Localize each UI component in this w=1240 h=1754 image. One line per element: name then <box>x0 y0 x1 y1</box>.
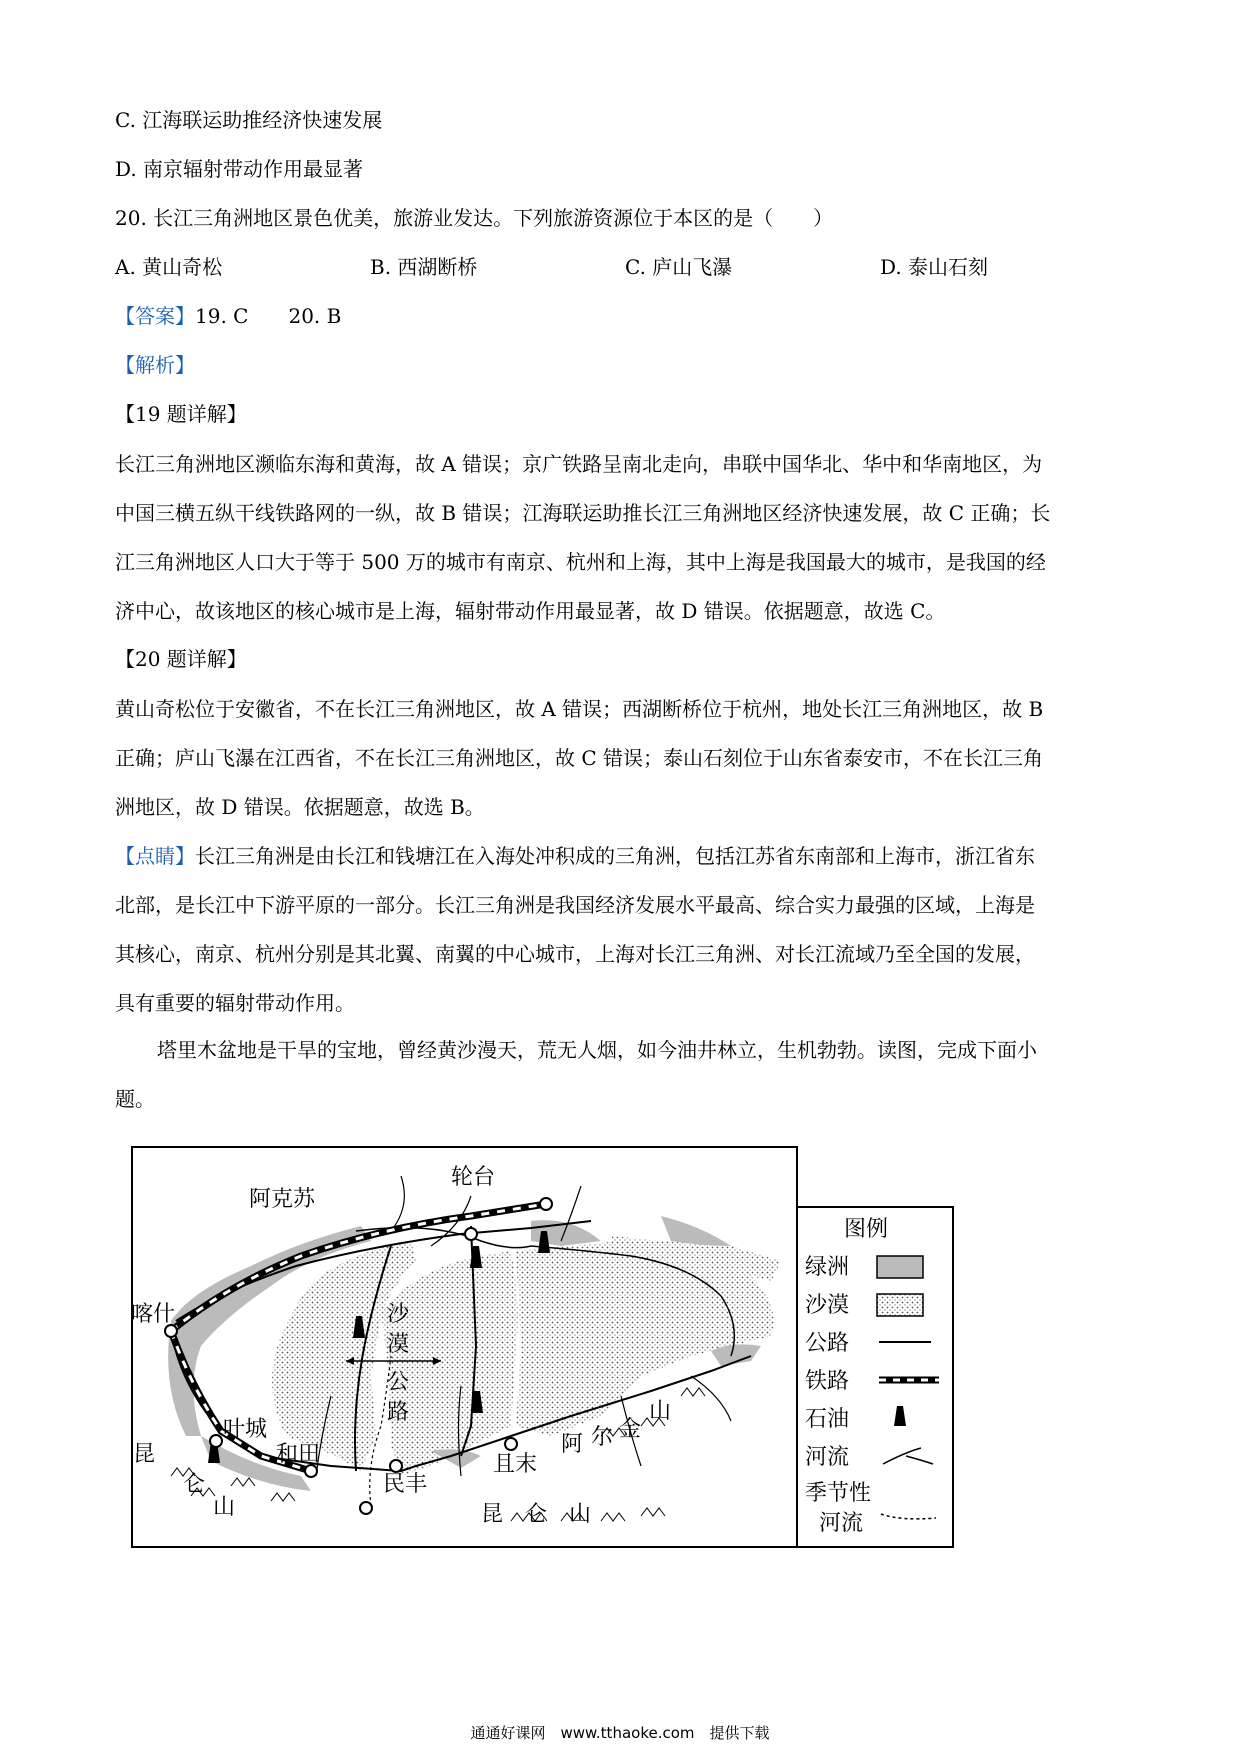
page-footer: 通通好课网 www.tthaoke.com 提供下载 <box>470 1724 770 1742</box>
tarim-basin-map <box>131 1146 961 1556</box>
legend-river: 河流 <box>805 1445 850 1470</box>
legend-title: 图例 <box>844 1217 889 1242</box>
legend-oil: 石油 <box>805 1407 850 1432</box>
answer-line <box>115 304 341 328</box>
q20-options <box>115 255 1135 279</box>
detail20-line: 洲地区，故 D 错误。依据题意，故选 B。 <box>115 795 485 819</box>
detail20-body <box>115 685 1135 832</box>
detail19-body <box>115 440 1135 636</box>
intro-line1: 塔里木盆地是干旱的宝地，曾经黄沙漫天，荒无人烟，如今油井林立，生机勃勃。读图，完成下面小 <box>157 1038 1037 1062</box>
city-minfeng: 民丰 <box>383 1472 428 1497</box>
intro-line2: 题。 <box>115 1087 155 1111</box>
city-yecheng: 叶城 <box>223 1417 268 1442</box>
detail19-line: 中国三横五纵干线铁路网的一纵，故 B 错误；江海联运助推长江三角洲地区经济快速发展，故 C 正确；长 <box>115 501 1051 525</box>
legend-railway: 铁路 <box>805 1369 850 1394</box>
detail20-title: 【20 题详解】 <box>115 647 247 671</box>
kunlun-left-char: 山 <box>213 1495 236 1520</box>
q20-stem: 20. 长江三角洲地区景色优美，旅游业发达。下列旅游资源位于本区的是（ ） <box>115 206 834 230</box>
road-label-char: 沙 <box>387 1302 410 1327</box>
q20-option-d: D. 泰山石刻 <box>880 255 989 279</box>
q20-option-b: B. 西湖断桥 <box>370 255 478 279</box>
answer-label: 【答案】 <box>115 304 195 328</box>
tip-line: 具有重要的辐射带动作用。 <box>115 991 355 1015</box>
answer-value: 19. C 20. B <box>195 304 342 328</box>
kunlun-bottom: 昆 仑 山 <box>481 1502 592 1527</box>
tip-line: 其核心，南京、杭州分别是其北翼、南翼的中心城市，上海对长江三角洲、对长江流域乃至全国的发展， <box>115 942 1035 966</box>
detail19-line: 济中心，故该地区的核心城市是上海，辐射带动作用最显著，故 D 错误。依据题意，故选 C。 <box>115 599 946 623</box>
q20-option-a: A. 黄山奇松 <box>115 255 223 279</box>
city-luntai: 轮台 <box>451 1165 496 1190</box>
legend-oasis: 绿洲 <box>805 1255 850 1280</box>
city-qiemo: 且末 <box>493 1452 538 1477</box>
altun-char: 山 <box>649 1399 672 1424</box>
tip-first-line: 【点睛】长江三角洲是由长江和钱塘江在入海处冲积成的三角洲，包括江苏省东南部和上海市，浙江省东 <box>115 844 1035 868</box>
map-legend <box>797 1207 953 1547</box>
altun-char: 尔 <box>591 1425 614 1450</box>
tip-body <box>115 832 1135 1028</box>
detail19-line: 长江三角洲地区濒临东海和黄海，故 A 错误；京广铁路呈南北走向，串联中国华北、华中和华南地区，为 <box>115 452 1043 476</box>
detail20-line: 正确；庐山飞瀑在江西省，不在长江三角洲地区，故 C 错误；泰山石刻位于山东省泰安市，不在长江三角 <box>115 746 1044 770</box>
detail19-title: 【19 题详解】 <box>115 402 247 426</box>
legend-seasonal-2: 河流 <box>819 1511 864 1536</box>
kunlun-left-char: 仑 <box>183 1472 206 1497</box>
legend-desert: 沙漠 <box>805 1293 850 1318</box>
altun-char: 金 <box>619 1417 642 1442</box>
tip-label: 【点睛】 <box>115 844 195 868</box>
kunlun-left-char: 昆 <box>133 1442 156 1467</box>
q19-option-c: C. 江海联运助推经济快速发展 <box>115 108 383 132</box>
altun-char: 阿 <box>561 1432 584 1457</box>
tip-line: 北部，是长江中下游平原的一部分。长江三角洲是我国经济发展水平最高、综合实力最强的区域，上海是 <box>115 893 1035 917</box>
road-label-char: 路 <box>387 1400 410 1425</box>
legend-road: 公路 <box>805 1331 850 1356</box>
detail20-line: 黄山奇松位于安徽省，不在长江三角洲地区，故 A 错误；西湖断桥位于杭州，地处长江三角洲地区，故 B <box>115 697 1044 721</box>
q19-option-d: D. 南京辐射带动作用最显著 <box>115 157 364 181</box>
city-kashi: 喀什 <box>131 1302 176 1327</box>
legend-seasonal-1: 季节性 <box>805 1481 872 1506</box>
detail19-line: 江三角洲地区人口大于等于 500 万的城市有南京、杭州和上海，其中上海是我国最大的城市，是我国的经 <box>115 550 1046 574</box>
road-label-char: 公 <box>387 1370 410 1395</box>
city-akesu: 阿克苏 <box>249 1187 316 1212</box>
city-hetian: 和田 <box>276 1442 321 1467</box>
road-label-char: 漠 <box>387 1332 410 1357</box>
q20-option-c: C. 庐山飞瀑 <box>625 255 733 279</box>
analysis-label: 【解析】 <box>115 353 195 377</box>
